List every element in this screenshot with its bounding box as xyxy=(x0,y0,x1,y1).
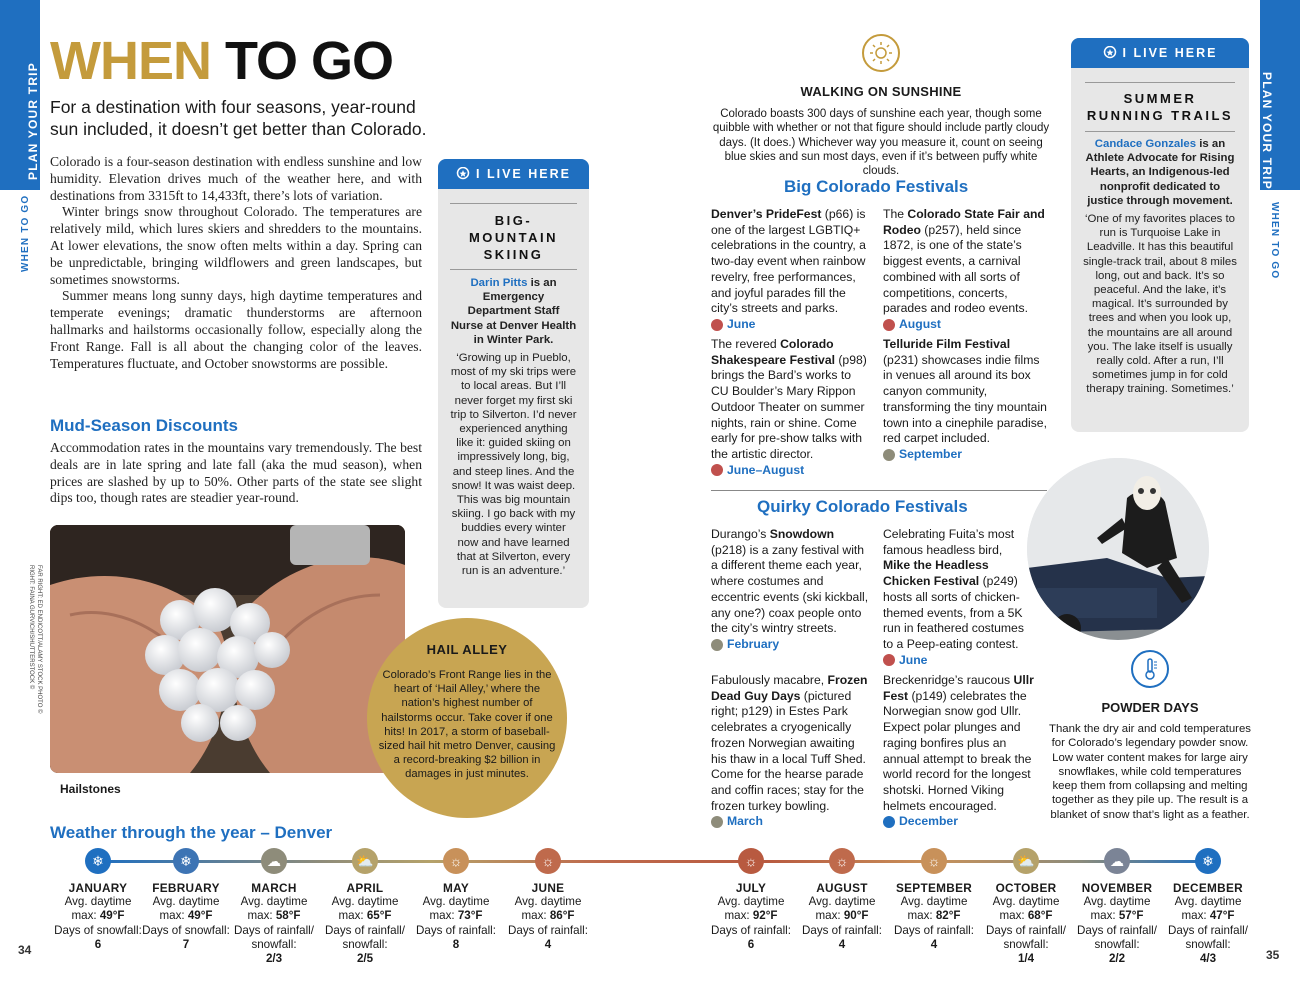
precip-label: Days of rainfall: xyxy=(416,923,496,937)
month-label: September xyxy=(899,446,962,461)
max-label: max: xyxy=(724,909,750,923)
i-live-here-header xyxy=(1071,38,1249,68)
sun-cloud-icon: ⛅ xyxy=(352,848,378,874)
month-stats xyxy=(1072,895,1162,966)
max-label: max: xyxy=(815,909,841,923)
precip-value: 2/2 xyxy=(1108,952,1126,966)
month-name: AUGUST xyxy=(816,881,868,895)
max-label: max: xyxy=(521,909,547,923)
big-festivals-heading: Big Colorado Festivals xyxy=(784,177,969,196)
person-bio: is an Athlete Advocate for Rising Hearts, an Indigenous-led nonprofit dedicated to justice through movement. xyxy=(1085,138,1235,207)
photo-credit-line: FAR RIGHT: ED ENDICOTT/ALAMY STOCK PHOTO © xyxy=(36,565,42,714)
title-part1: WHEN xyxy=(50,31,211,91)
max-label: max: xyxy=(429,909,455,923)
festival-month xyxy=(883,317,1048,333)
avg-label: Avg. daytime xyxy=(152,895,220,908)
divider xyxy=(450,203,577,204)
weather-month xyxy=(53,848,143,952)
calendar-icon xyxy=(711,816,723,828)
max-label: max: xyxy=(999,909,1025,923)
festival-text: (p257), held since 1872, is one of the state’s biggest events, a carnival combined with all sorts of competitions, concerts, parades and rodeo events. xyxy=(883,222,1029,316)
max-temp: 73°F xyxy=(457,909,483,923)
side-sub-left: WHEN TO GO xyxy=(20,194,31,272)
pin-icon xyxy=(456,167,470,181)
month-label: March xyxy=(727,814,763,829)
month-name: OCTOBER xyxy=(995,881,1057,895)
festival-month xyxy=(883,814,1043,830)
side-tab-left-label: PLAN YOUR TRIP xyxy=(26,62,40,180)
festival-text: (p218) is a zany festival with a different theme each year, where costumes and eccentric events (ski kickball, any one?) coax people onto the city’s wintry streets. xyxy=(711,542,869,636)
max-temp: 65°F xyxy=(366,909,392,923)
divider xyxy=(450,269,577,270)
photo-caption: Hailstones xyxy=(60,782,121,796)
calendar-icon xyxy=(883,449,895,461)
max-line xyxy=(1163,909,1253,923)
max-temp: 58°F xyxy=(275,909,301,923)
body-paragraph: Winter brings snow throughout Colorado. The temperatures are relatively mild, which lures skiers and shredders to the mountains. At lower elevations, the snow often melts within a day. Spring can be unpredictable, bringing wildflowers and green landscapes, but sometimes snowstorms. xyxy=(50,204,422,287)
month-label: August xyxy=(899,316,941,331)
precip-value: 4 xyxy=(838,937,846,951)
snowflake-icon: ❄ xyxy=(1195,848,1221,874)
max-temp: 90°F xyxy=(843,909,869,923)
precip-value: 8 xyxy=(452,937,460,951)
sunshine-heading: WALKING ON SUNSHINE xyxy=(800,84,962,99)
festival-text: Durango’s xyxy=(711,527,770,541)
month-stats xyxy=(981,895,1071,966)
month-name: NOVEMBER xyxy=(1081,881,1153,895)
max-temp: 86°F xyxy=(549,909,575,923)
month-stats xyxy=(503,895,593,952)
powder-days-text: Thank the dry air and cold temperatures for Colorado’s legendary powder snow. Low water content makes for large airy snowflakes, while cold temperatures keep them from collapsing and melting together as they pile up. The result is a blanket of snow that’s light as a feather. xyxy=(1049,723,1251,821)
calendar-icon xyxy=(711,319,723,331)
max-line xyxy=(411,909,501,923)
box-title-line: SUMMER xyxy=(1123,91,1197,106)
weather-month xyxy=(889,848,979,952)
festival-text: Breckenridge’s raucous xyxy=(883,673,1014,687)
box-bio xyxy=(1083,137,1237,208)
i-live-here-header xyxy=(438,159,589,189)
box-title-line: RUNNING TRAILS xyxy=(1086,108,1234,123)
max-label: max: xyxy=(1090,909,1116,923)
festival-name: Snowdown xyxy=(769,527,835,541)
month-label: June xyxy=(727,316,756,331)
sun-icon xyxy=(862,34,900,72)
sun-icon: ☼ xyxy=(443,848,469,874)
max-line xyxy=(503,909,593,923)
max-temp: 49°F xyxy=(99,909,125,923)
festival-name: Ullr Fest xyxy=(883,673,1034,703)
max-line xyxy=(53,909,143,923)
precip-value: 6 xyxy=(747,937,755,951)
divider xyxy=(711,490,1047,491)
festival-name: Colorado Shakespeare Festival xyxy=(711,337,835,367)
festival-text: The xyxy=(883,207,908,221)
side-tab-left xyxy=(0,0,40,190)
precip-label: Days of rainfall: xyxy=(508,923,588,937)
precip-label: Days of snowfall: xyxy=(142,923,230,937)
calendar-icon xyxy=(711,464,723,476)
photo-credit xyxy=(24,565,40,745)
precip-label: Days of rainfall: xyxy=(802,923,882,937)
precip-label: Days of rainfall/ snowfall: xyxy=(1168,923,1248,951)
festival-entry xyxy=(711,527,871,653)
month-stats xyxy=(53,895,143,952)
hail-alley-circle xyxy=(367,618,567,818)
i-live-here-label: I LIVE HERE xyxy=(476,167,571,181)
i-live-here-box xyxy=(438,159,589,608)
max-temp: 92°F xyxy=(752,909,778,923)
i-live-here-label: I LIVE HERE xyxy=(1122,46,1218,60)
month-name: JUNE xyxy=(531,881,565,895)
festival-entry xyxy=(883,207,1048,333)
weather-month xyxy=(797,848,887,952)
festival-text: (p249) hosts all sorts of chicken-themed events, from a 5K run in feathered costumes to a Peep-eating contest. xyxy=(883,574,1024,651)
precip-label: Days of snowfall: xyxy=(54,923,142,937)
max-temp: 82°F xyxy=(935,909,961,923)
month-stats xyxy=(320,895,410,966)
divider xyxy=(1085,131,1235,132)
max-line xyxy=(889,909,979,923)
festival-entry xyxy=(711,673,871,830)
max-label: max: xyxy=(1181,909,1207,923)
month-name: DECEMBER xyxy=(1173,881,1243,895)
festival-entry xyxy=(883,673,1043,830)
festival-month xyxy=(711,463,871,479)
hail-alley-heading: HAIL ALLEY xyxy=(426,642,508,657)
body-paragraph: Accommodation rates in the mountains vary tremendously. The best deals are in late spring and late fall (aka the mud season), when prices are slashed by up to 50%. Other parts of the state see slight dips too, though rates are steadier year-round. xyxy=(50,440,422,506)
festival-month xyxy=(711,317,871,333)
festival-text: (p98) brings the Bard’s works to CU Boulder’s Mary Rippon Outdoor Theater on summer nights, rain or shine. Come early for pre-show talks with the artistic director. xyxy=(711,352,867,461)
page-number-left: 34 xyxy=(18,943,32,957)
weather-month xyxy=(503,848,593,952)
avg-label: Avg. daytime xyxy=(240,895,308,908)
month-name: MARCH xyxy=(251,881,297,895)
intro-text: For a destination with four seasons, year-round sun included, it doesn’t get better than Colorado. xyxy=(50,97,427,139)
max-temp: 47°F xyxy=(1209,909,1235,923)
month-label: February xyxy=(727,636,780,651)
max-line xyxy=(229,909,319,923)
hailstones-photo xyxy=(50,525,405,773)
mud-season-text xyxy=(50,440,422,507)
body-text xyxy=(50,154,422,372)
weather-month xyxy=(320,848,410,966)
max-label: max: xyxy=(907,909,933,923)
avg-label: Avg. daytime xyxy=(422,895,490,908)
precip-value: 4 xyxy=(544,937,552,951)
photo-credit-line: RIGHT: FAINA GURVICH/SHUTTERSTOCK © xyxy=(28,565,34,690)
max-label: max: xyxy=(338,909,364,923)
month-label: June xyxy=(899,652,928,667)
box-body xyxy=(450,276,577,578)
month-name: APRIL xyxy=(346,881,384,895)
max-line xyxy=(1072,909,1162,923)
weather-month xyxy=(229,848,319,966)
festival-text: (p149) celebrates the Norwegian snow god Ullr. Expect polar plunges and raging bonfires plus an annual attempt to break the world record for the longest shotski. Horned Viking helmets encouraged. xyxy=(883,688,1032,813)
month-stats xyxy=(229,895,319,966)
powder-days-heading: POWDER DAYS xyxy=(1101,700,1199,715)
festival-name: Frozen Dead Guy Days xyxy=(711,673,868,703)
avg-label: Avg. daytime xyxy=(1083,895,1151,908)
person-name: Darin Pitts xyxy=(470,277,528,289)
festival-name: Telluride Film Festival xyxy=(883,337,1011,351)
month-stats xyxy=(141,895,231,952)
title-part2: TO GO xyxy=(225,31,394,91)
festival-entry xyxy=(883,527,1028,668)
festival-text: Fabulously macabre, xyxy=(711,673,828,687)
rain-snow-cloud-icon: ☁ xyxy=(1104,848,1130,874)
festival-entry xyxy=(883,337,1048,463)
precip-label: Days of rainfall: xyxy=(711,923,791,937)
i-live-here-box xyxy=(1071,38,1249,432)
month-name: JULY xyxy=(735,881,767,895)
side-tab-right xyxy=(1260,0,1300,190)
max-line xyxy=(981,909,1071,923)
divider xyxy=(1085,82,1235,83)
box-bio xyxy=(450,276,577,347)
weather-title: Weather through the year – Denver xyxy=(50,823,333,842)
precip-value: 4/3 xyxy=(1199,952,1217,966)
max-temp: 49°F xyxy=(187,909,213,923)
avg-label: Avg. daytime xyxy=(808,895,876,908)
month-name: MAY xyxy=(442,881,470,895)
max-temp: 68°F xyxy=(1027,909,1053,923)
avg-label: Avg. daytime xyxy=(514,895,582,908)
month-stats xyxy=(706,895,796,952)
rain-snow-cloud-icon: ☁ xyxy=(261,848,287,874)
festival-text: Celebrating Fuita’s most famous headless bird, xyxy=(883,527,1015,557)
hail-alley-text: Colorado’s Front Range lies in the heart of ‘Hail Alley,’ where the nation’s highest number of hailstorms occur. Take cover if one hits! In 2017, a storm of baseball-sized hail hit metro Denver, causing a record-breaking $2 billion in damages in just minutes. xyxy=(378,669,556,781)
weather-month xyxy=(1163,848,1253,966)
calendar-icon xyxy=(883,816,895,828)
sun-icon: ☼ xyxy=(738,848,764,874)
box-title-line: SKIING xyxy=(483,247,544,262)
person-bio: is an Emergency Department Staff Nurse at Denver Health in Winter Park. xyxy=(450,277,577,346)
max-line xyxy=(706,909,796,923)
side-sub-right: WHEN TO GO xyxy=(1269,202,1280,280)
weather-month xyxy=(981,848,1071,966)
snowflake-icon: ❄ xyxy=(85,848,111,874)
max-label: max: xyxy=(247,909,273,923)
month-stats xyxy=(411,895,501,952)
festival-text: (p231) showcases indie films in venues all around its box canyon community, transforming the tiny mountain town into a cinephile paradise, red carpet included. xyxy=(883,352,1047,446)
month-stats xyxy=(797,895,887,952)
precip-value: 7 xyxy=(182,937,190,951)
sun-icon: ☼ xyxy=(921,848,947,874)
month-name: SEPTEMBER xyxy=(895,881,973,895)
precip-label: Days of rainfall/ snowfall: xyxy=(234,923,314,951)
festival-name: Mike the Headless Chicken Festival xyxy=(883,558,989,589)
avg-label: Avg. daytime xyxy=(900,895,968,908)
page-number-right: 35 xyxy=(1266,948,1280,962)
festival-text: (p66) is one of the largest LGBTIQ+ celebrations in the country, a two-day event when rainbow revelry, free performances, and joyful parades fill the city’s streets and parks. xyxy=(711,207,866,316)
max-line xyxy=(797,909,887,923)
avg-label: Avg. daytime xyxy=(717,895,785,908)
avg-label: Avg. daytime xyxy=(1174,895,1242,908)
box-quote: ‘Growing up in Pueblo, most of my ski trips were to local areas. But I’ll never forget my first ski trip to Silverton. I’d never experienced anything like it: guided skiing on impressively long, big, and steep lines. And the snow! It was waist deep. This was big mountain skiing. I go back with my buddies every winter now and have learned that at Silverton, every run is an adventure.’ xyxy=(450,352,577,578)
precip-label: Days of rainfall/ snowfall: xyxy=(1077,923,1157,951)
max-line xyxy=(320,909,410,923)
frozen-dead-guy-photo xyxy=(1027,458,1209,640)
sun-cloud-icon: ⛅ xyxy=(1013,848,1039,874)
calendar-icon xyxy=(883,319,895,331)
pin-icon xyxy=(1103,46,1117,60)
sunshine-text: Colorado boasts 300 days of sunshine each year, though some quibble with whether or not that figure should include partly cloudy days. (It does.) Whichever way you measure it, count on seeing blue skies and sun most days, even if it’s between puffy white clouds. xyxy=(712,108,1050,178)
month-stats xyxy=(889,895,979,952)
avg-label: Avg. daytime xyxy=(64,895,132,908)
month-name: FEBRUARY xyxy=(152,881,220,895)
festival-entry xyxy=(711,337,871,478)
max-label: max: xyxy=(71,909,97,923)
body-paragraph: Summer means long sunny days, high daytime temperatures and temperate evenings; dramatic thunderstorms are afternoon hallmarks and hailstorms occasionally follow, especially along the Front Range. Fall is all about the changing color of the leaves. Temperatures fluctuate, and October snowstorms are possible. xyxy=(50,288,422,371)
precip-label: Days of rainfall/ snowfall: xyxy=(986,923,1066,951)
person-name: Candace Gonzales xyxy=(1094,138,1197,150)
box-body xyxy=(1083,137,1237,397)
festival-month xyxy=(711,814,871,830)
box-title-line: BIG- xyxy=(494,213,533,228)
max-line xyxy=(141,909,231,923)
festival-text: The revered xyxy=(711,337,781,351)
precip-value: 1/4 xyxy=(1017,952,1035,966)
festival-name: Colorado State Fair and Rodeo xyxy=(883,207,1045,237)
weather-month xyxy=(1072,848,1162,966)
precip-value: 4 xyxy=(930,937,938,951)
calendar-icon xyxy=(711,639,723,651)
precip-value: 2/3 xyxy=(265,952,283,966)
box-title-line: MOUNTAIN xyxy=(468,230,559,245)
box-title xyxy=(438,212,589,263)
snowflake-icon: ❄ xyxy=(173,848,199,874)
precip-value: 2/5 xyxy=(356,952,374,966)
festival-month xyxy=(883,653,1028,669)
month-label: June–August xyxy=(727,462,805,477)
month-label: December xyxy=(899,814,958,829)
thermometer-icon xyxy=(1131,650,1169,688)
sun-icon: ☼ xyxy=(535,848,561,874)
box-title xyxy=(1071,90,1249,124)
sun-icon: ☼ xyxy=(829,848,855,874)
weather-month xyxy=(411,848,501,952)
weather-month xyxy=(706,848,796,952)
avg-label: Avg. daytime xyxy=(331,895,399,908)
festival-month xyxy=(883,447,1048,463)
month-stats xyxy=(1163,895,1253,966)
max-temp: 57°F xyxy=(1118,909,1144,923)
side-tab-right-label: PLAN YOUR TRIP xyxy=(1260,72,1274,190)
festival-text: (pictured right; p129) in Estes Park celebrates a cryogenically frozen Norwegian awaiting his thaw in a local Tuff Shed. Come for the hearse parade and coffin races; stay for the frozen turkey bowling. xyxy=(711,688,866,813)
festival-name: Denver’s PrideFest xyxy=(711,207,822,221)
mud-season-heading: Mud-Season Discounts xyxy=(50,416,238,435)
precip-label: Days of rainfall: xyxy=(894,923,974,937)
avg-label: Avg. daytime xyxy=(992,895,1060,908)
festival-month xyxy=(711,637,871,653)
box-quote: ‘One of my favorites places to run is Turquoise Lake in Leadville. It has this beautiful single-track trail, about 8 miles long, out and back. It’s so peaceful. And the lake, it’s magical. It’s surrounded by trees and when you look up, the mountains are all around you. The lake itself is usually really cold. After a run, I’ll sometimes jump in for cold therapy training. Sometimes.’ xyxy=(1083,213,1237,396)
festival-entry xyxy=(711,207,871,333)
weather-month xyxy=(141,848,231,952)
max-label: max: xyxy=(159,909,185,923)
month-name: JANUARY xyxy=(68,881,128,895)
precip-value: 6 xyxy=(94,937,102,951)
precip-label: Days of rainfall/ snowfall: xyxy=(325,923,405,951)
quirky-festivals-heading: Quirky Colorado Festivals xyxy=(757,497,968,516)
page-title xyxy=(50,30,393,92)
body-paragraph: Colorado is a four-season destination with endless sunshine and low humidity. Elevation drives much of the weather here, and with destinations from 3315ft to 14,433ft, there’s lots of variation. xyxy=(50,154,422,203)
calendar-icon xyxy=(883,654,895,666)
